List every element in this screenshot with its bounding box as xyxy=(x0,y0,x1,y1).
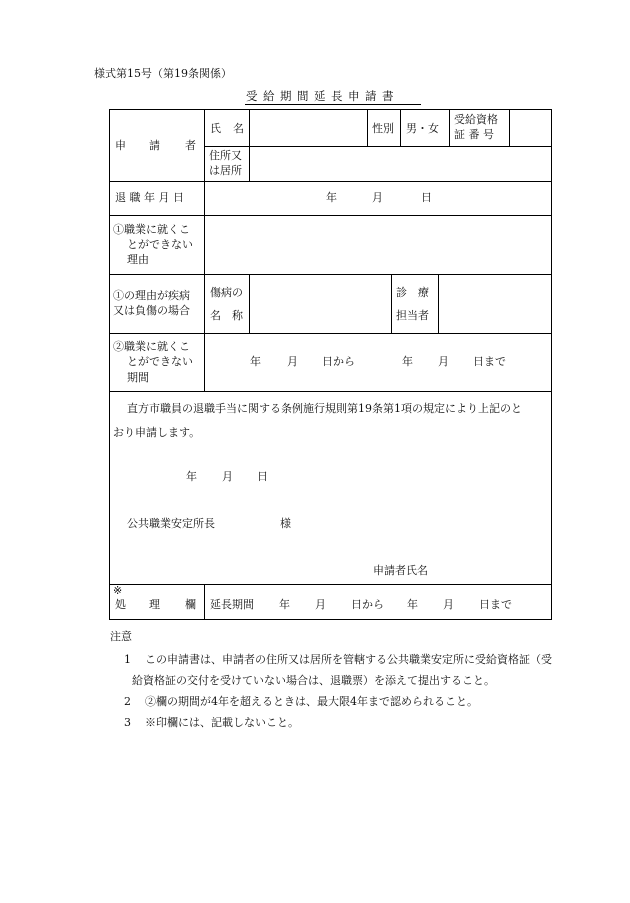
disease-label-line1: 傷病の xyxy=(210,286,243,299)
period-label-line1: ②職業に就くこ xyxy=(113,340,190,353)
name-label-2: 名 xyxy=(233,122,244,135)
rule-applicant-bottom xyxy=(109,181,552,182)
applicant-label-3: 者 xyxy=(185,139,196,152)
reason-label-line2: とができない xyxy=(127,238,193,251)
period-from-year: 年 xyxy=(250,355,261,368)
honorific: 様 xyxy=(280,517,291,530)
doctor-label-line1: 診 療 xyxy=(396,286,429,299)
name-label-1: 氏 xyxy=(210,122,221,135)
retirement-label: 退 職 年 月 日 xyxy=(115,191,184,204)
declaration-day: 日 xyxy=(257,470,268,483)
rule-cert-right xyxy=(509,109,510,146)
cert-label-line2: 証 番 号 xyxy=(454,128,494,141)
address-label-line2: は居所 xyxy=(209,164,242,177)
processing-label-1: 処 xyxy=(115,598,126,611)
rule-gender-left xyxy=(367,109,368,146)
retirement-day: 日 xyxy=(421,191,432,204)
note-3-line1: ※印欄には、記載しないこと。 xyxy=(145,716,299,729)
period-from-month: 月 xyxy=(287,355,298,368)
rule-declaration-bottom xyxy=(109,584,552,585)
doctor-label-line2: 担当者 xyxy=(396,309,429,322)
period-label-line2: とができない xyxy=(127,355,193,368)
note-2-number: 2 xyxy=(124,695,131,708)
note-2-line1: ②欄の期間が4年を超えるときは、最大限4年まで認められること。 xyxy=(145,695,478,708)
processing-to-day: 日まで xyxy=(479,598,512,611)
processing-label-3: 欄 xyxy=(185,598,196,611)
processing-to-year: 年 xyxy=(407,598,418,611)
rule-retirement-bottom xyxy=(109,215,552,216)
rule-reason-bottom xyxy=(109,274,552,275)
period-to-month: 月 xyxy=(438,355,449,368)
note-1-line2: 給資格証の交付を受けていない場合は、退職票）を添えて提出すること。 xyxy=(132,674,495,687)
rule-gender-right xyxy=(400,109,401,146)
illness-label-line2: 又は負傷の場合 xyxy=(113,304,190,317)
extension-label: 延長期間 xyxy=(210,598,254,611)
declaration-line2: おり申請します。 xyxy=(113,426,201,439)
retirement-year: 年 xyxy=(326,191,337,204)
rule-label-column xyxy=(204,109,205,391)
period-label-line3: 期間 xyxy=(127,371,149,384)
rule-illness-bottom xyxy=(109,333,552,334)
note-3-number: 3 xyxy=(124,716,131,729)
title-underline xyxy=(245,104,421,105)
processing-label-2: 理 xyxy=(149,598,160,611)
reason-label-line3: 理由 xyxy=(127,253,149,266)
rule-doctor-left xyxy=(391,274,392,333)
address-label-line1: 住所又 xyxy=(209,149,242,162)
rule-period-bottom xyxy=(109,391,552,392)
form-title: 受給期間延長申請書 xyxy=(246,89,399,103)
rule-cert-left xyxy=(449,109,450,146)
declaration-month: 月 xyxy=(222,470,233,483)
rule-name-label-right xyxy=(249,109,250,181)
form-number: 様式第15号（第19条関係） xyxy=(94,67,232,80)
period-to-day: 日まで xyxy=(473,355,506,368)
rule-doctor-right xyxy=(438,274,439,333)
applicant-label-2: 請 xyxy=(149,139,160,152)
reason-label-line1: ①職業に就くこ xyxy=(113,223,190,236)
note-1-number: 1 xyxy=(124,653,131,666)
disease-label-line2: 名 称 xyxy=(210,309,243,322)
note-1-line1: この申請書は、申請者の住所又は居所を管轄する公共職業安定所に受給資格証（受 xyxy=(145,653,552,666)
addressee: 公共職業安定所長 xyxy=(127,517,215,530)
signature-label: 申請者氏名 xyxy=(373,564,428,577)
rule-disease-label-right xyxy=(249,274,250,333)
retirement-month: 月 xyxy=(372,191,383,204)
cert-label-line1: 受給資格 xyxy=(454,113,498,126)
illness-label-line1: ①の理由が疾病 xyxy=(113,289,190,302)
processing-from-month: 月 xyxy=(315,598,326,611)
declaration-line1: 直方市職員の退職手当に関する条例施行規則第19条第1項の規定により上記のと xyxy=(127,402,522,415)
gender-label: 性別 xyxy=(372,122,394,135)
processing-to-month: 月 xyxy=(443,598,454,611)
applicant-label-1: 申 xyxy=(115,139,126,152)
processing-from-year: 年 xyxy=(279,598,290,611)
period-from-day: 日から xyxy=(322,355,355,368)
declaration-year: 年 xyxy=(186,470,197,483)
processing-from-day: 日から xyxy=(351,598,384,611)
period-to-year: 年 xyxy=(402,355,413,368)
rule-name-address xyxy=(204,146,552,147)
processing-mark: ※ xyxy=(113,584,123,597)
gender-options[interactable]: 男・女 xyxy=(406,122,439,135)
rule-processing-column xyxy=(204,584,205,620)
notes-heading: 注意 xyxy=(110,630,132,643)
